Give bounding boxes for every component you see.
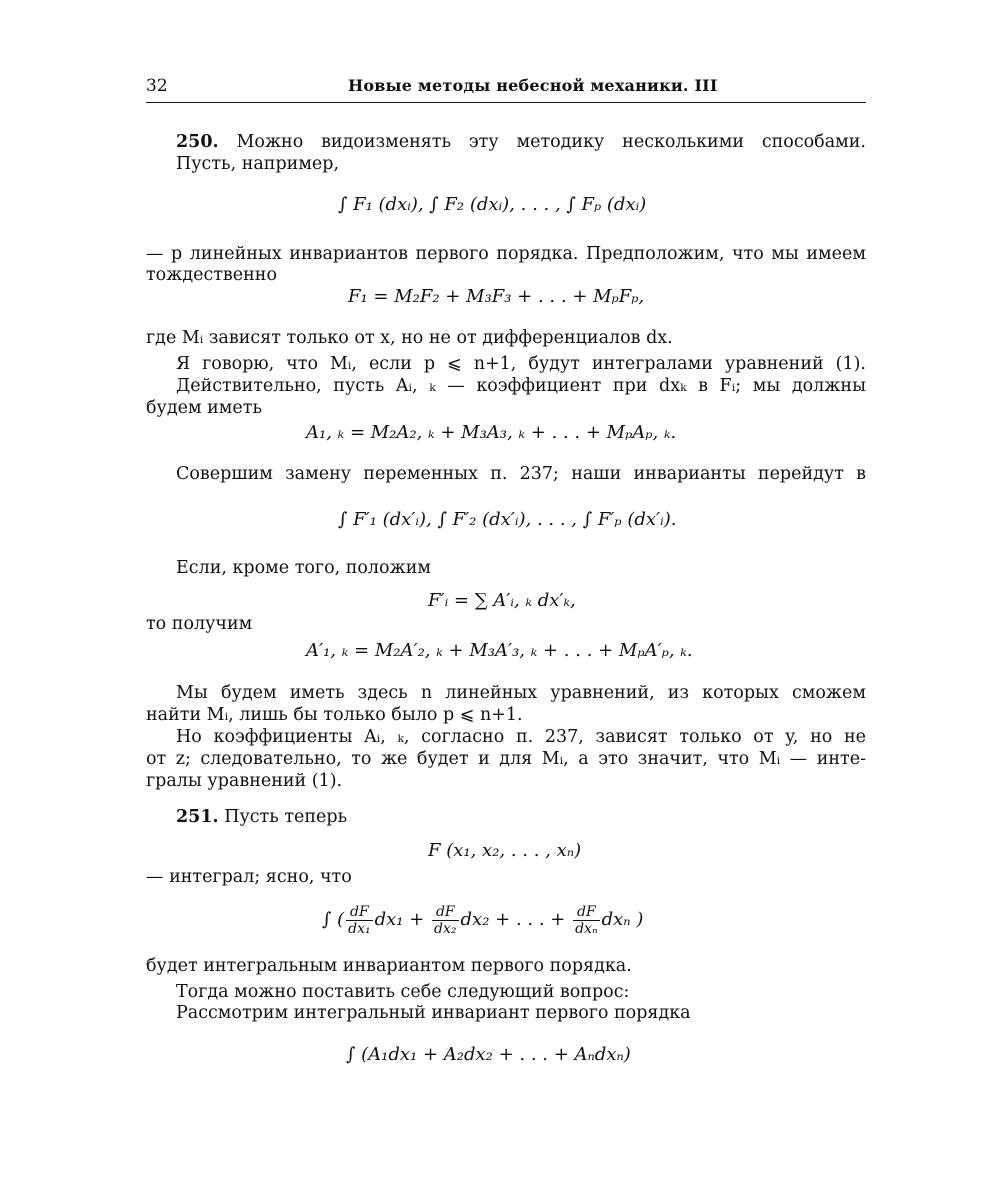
integral-open: ∫ ( [322, 909, 345, 930]
text-line: Я говорю, что Mᵢ, если p ⩽ n+1, будут интегралами уравнений (1). [176, 354, 866, 374]
text-line: гралы уравнений (1). [146, 771, 343, 791]
equation-coefficients: A₁, ₖ = M₂A₂, ₖ + M₃A₃, ₖ + . . . + MₚAₚ, ₖ. [306, 422, 677, 443]
paragraph-250-line-2: Пусть, например, [176, 154, 340, 174]
equation-transformed-coefficients: A′₁, ₖ = M₂A′₂, ₖ + M₃A′₃, ₖ + . . . + MₚA′ₚ, ₖ. [306, 640, 693, 661]
fraction-numerator: dF [346, 904, 372, 921]
text-line: Можно видоизменять эту методику несколькими способами. [236, 132, 866, 152]
text-line: Рассмотрим интегральный инвариант первого порядка [176, 1003, 691, 1023]
equation-sum: F′ᵢ = ∑ A′ᵢ, ₖ dx′ₖ, [428, 590, 576, 611]
fraction-numerator: dF [432, 904, 458, 921]
text-line: Мы будем иметь здесь n линейных уравнений, из которых сможем [176, 683, 866, 703]
equation-general-invariant: ∫ (A₁dx₁ + A₂dx₂ + . . . + Aₙdxₙ) [346, 1044, 631, 1065]
page-number: 32 [146, 76, 168, 96]
fraction-denominator: dxₙ [575, 920, 598, 937]
term-1: dx₁ + [374, 909, 425, 930]
text-line: от z; следовательно, то же будет и для Mᵢ, а это значит, что Mᵢ — инте- [146, 749, 866, 769]
text-line: Действительно, пусть Aᵢ, ₖ — коэффициент при dxₖ в Fᵢ; мы должны [176, 376, 866, 396]
equation-gradient-invariant [322, 900, 643, 940]
section-number-250: 250. [176, 132, 219, 152]
section-number-251: 251. [176, 807, 219, 827]
text-line: тождественно [146, 265, 278, 285]
text-line: — p линейных инвариантов первого порядка. Предположим, что мы имеем [146, 244, 866, 264]
text-line: Тогда можно поставить себе следующий вопрос: [176, 982, 630, 1002]
term-2: dx₂ + . . . + [460, 909, 566, 930]
text-line: будет интегральным инвариантом первого порядка. [146, 956, 632, 976]
fraction-2 [432, 904, 458, 937]
running-title: Новые методы небесной механики. III [348, 76, 718, 95]
header-rule [146, 102, 866, 103]
text-line: Совершим замену переменных п. 237; наши инварианты перейдут в [176, 464, 866, 484]
equation-invariants: ∫ F₁ (dxᵢ), ∫ F₂ (dxᵢ), . . . , ∫ Fₚ (dxᵢ) [338, 194, 647, 215]
fraction-1 [346, 904, 372, 937]
text-line: Пусть теперь [224, 807, 348, 827]
fraction-3 [573, 904, 600, 937]
term-3: dxₙ ) [601, 909, 644, 930]
text-line: найти Mᵢ, лишь бы только было p ⩽ n+1. [146, 705, 523, 725]
text-line: — интеграл; ясно, что [146, 867, 352, 887]
text-line: где Mᵢ зависят только от x, но не от дифференциалов dx. [146, 328, 673, 348]
text-line: Если, кроме того, положим [176, 558, 431, 578]
fraction-denominator: dx₂ [434, 920, 457, 937]
text-line: то получим [146, 614, 253, 634]
fraction-denominator: dx₁ [348, 920, 371, 937]
text-line: будем иметь [146, 398, 262, 418]
fraction-numerator: dF [573, 904, 600, 921]
paragraph-250-line-1 [176, 131, 866, 153]
paragraph-251-line-1 [176, 806, 347, 828]
equation-transformed-invariants: ∫ F′₁ (dx′ᵢ), ∫ F′₂ (dx′ᵢ), . . . , ∫ F′ₚ (dx′ᵢ). [338, 509, 677, 530]
equation-identity: F₁ = M₂F₂ + M₃F₃ + . . . + MₚFₚ, [348, 286, 645, 307]
running-header [146, 76, 866, 100]
equation-integral-function: F (x₁, x₂, . . . , xₙ) [428, 840, 582, 861]
text-line: Но коэффициенты Aᵢ, ₖ, согласно п. 237, зависят только от y, но не [176, 727, 866, 747]
